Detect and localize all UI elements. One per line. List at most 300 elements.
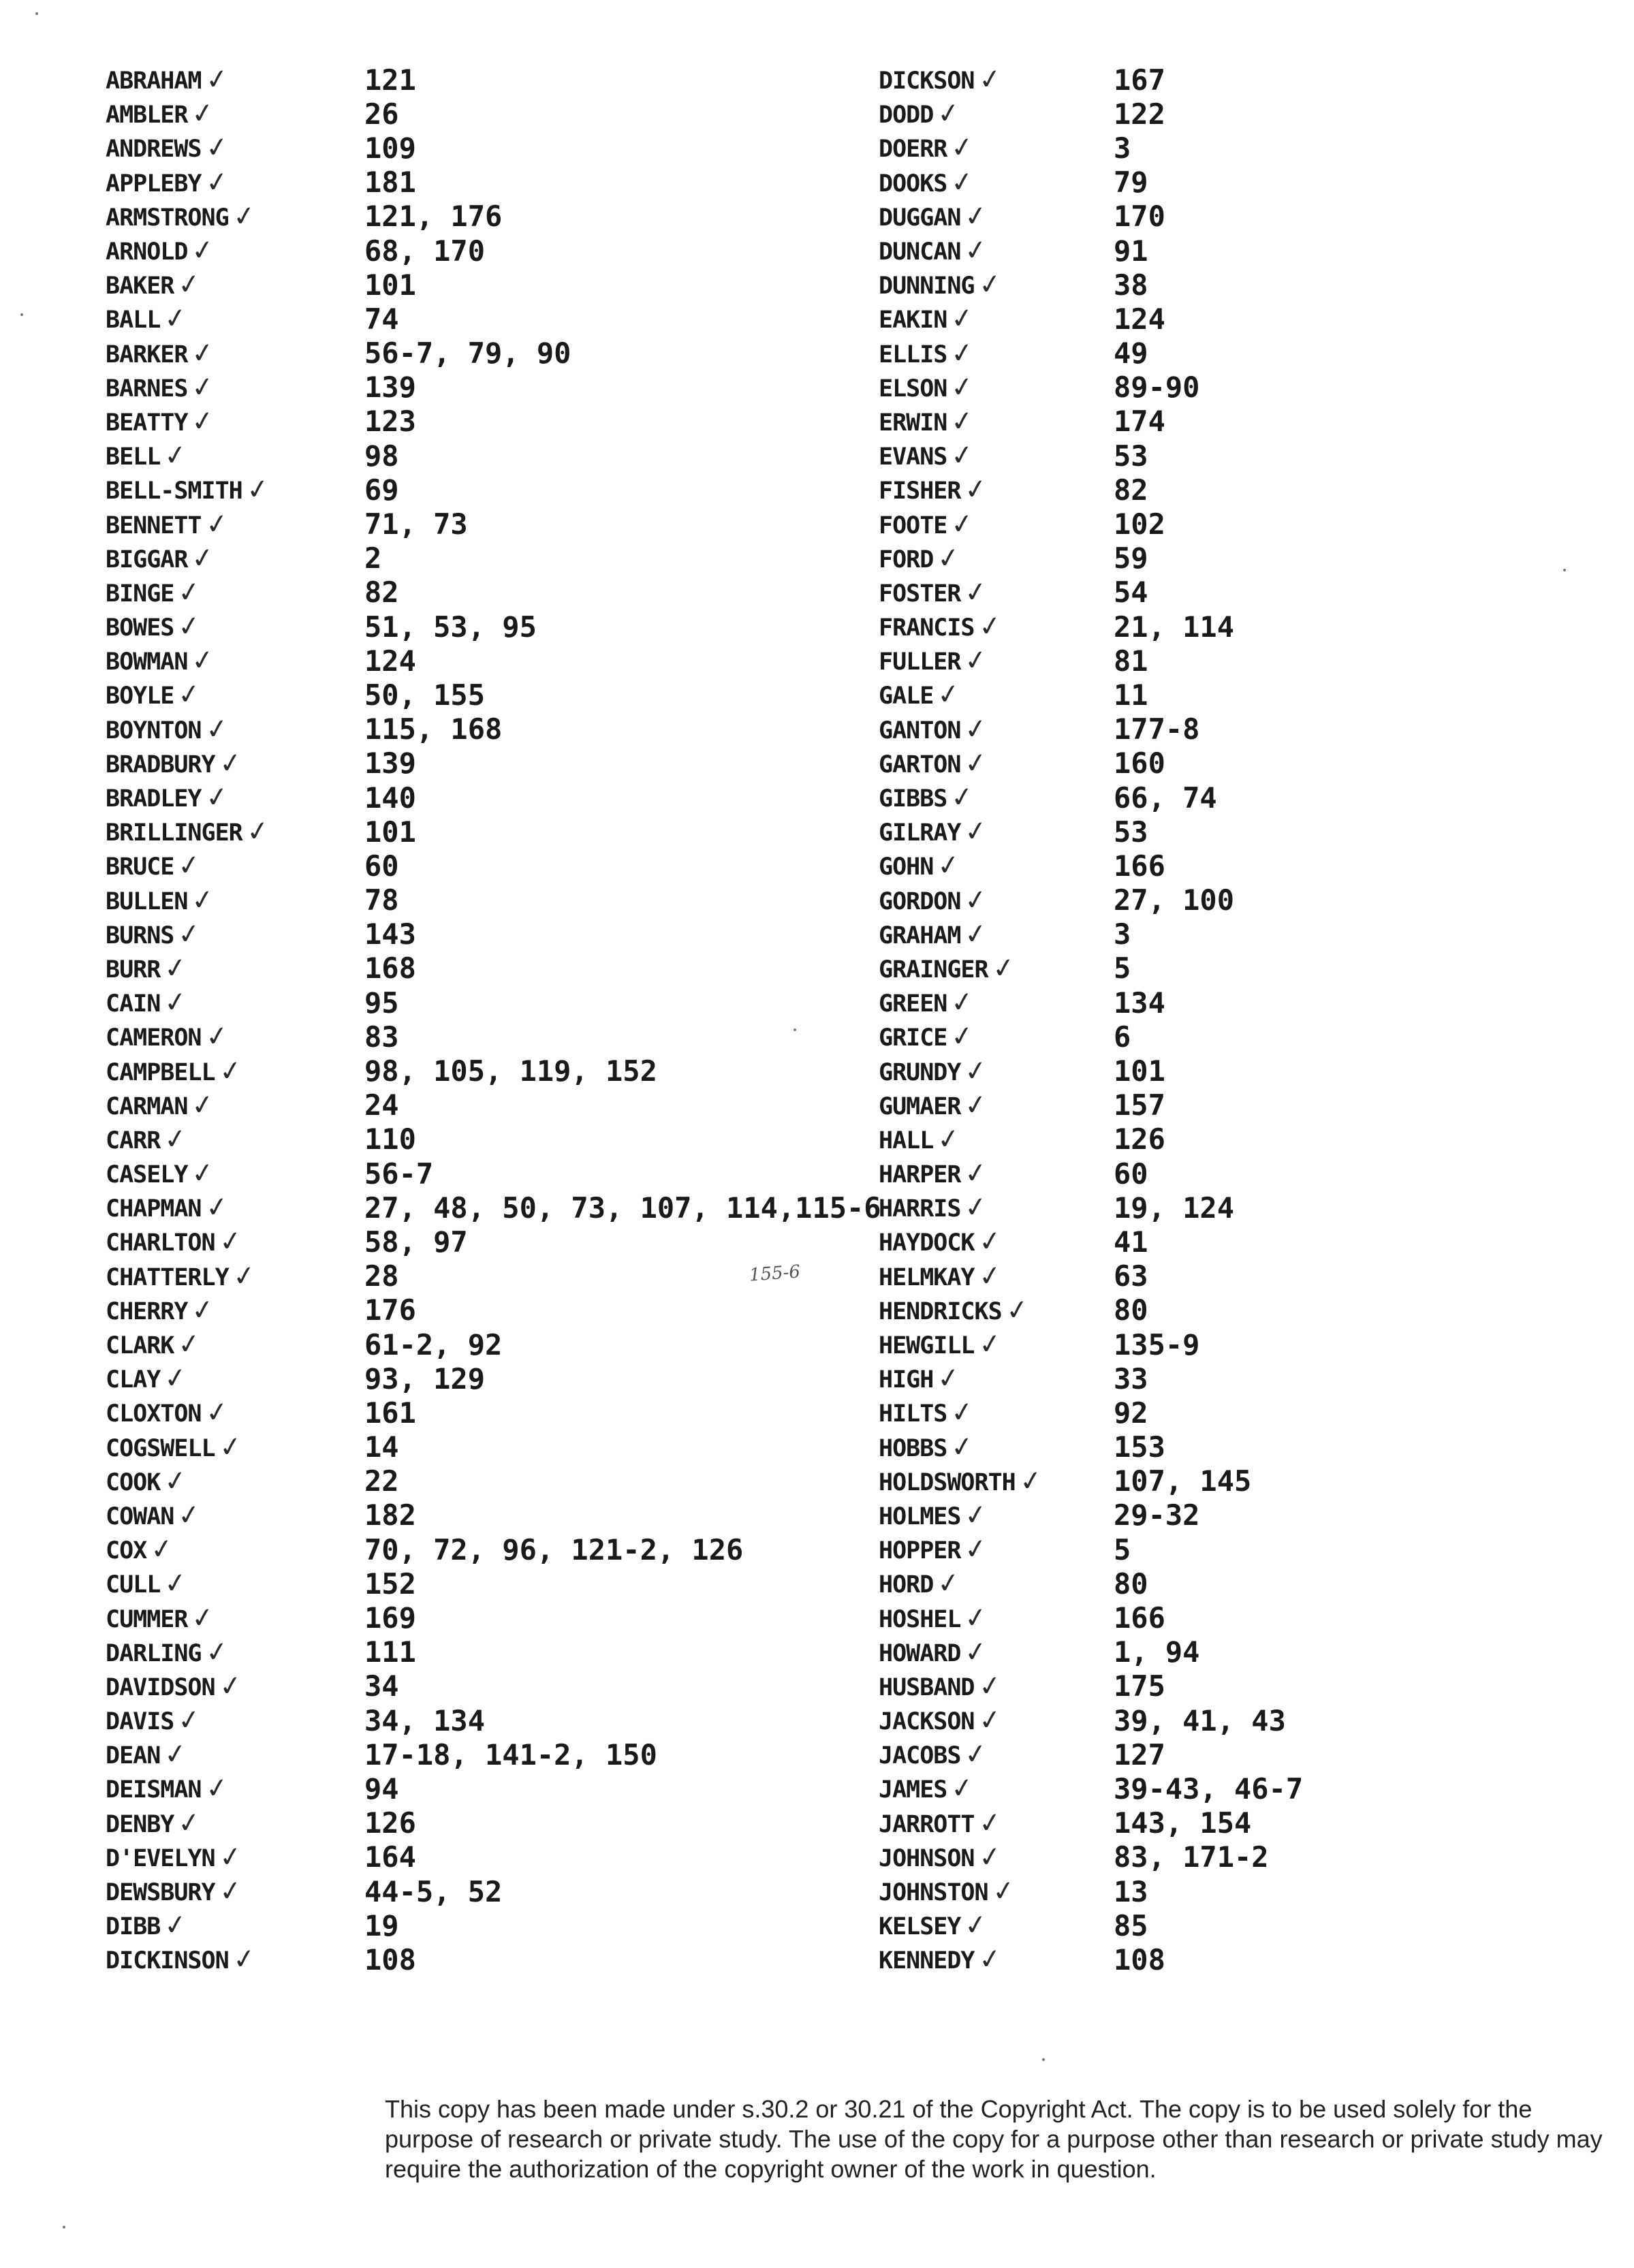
right-entry [879, 1498, 1303, 1532]
entry-pages: 58, 97 [364, 1225, 468, 1259]
left-entry [106, 1498, 881, 1532]
check-mark-icon: ✓ [217, 1874, 244, 1909]
left-entry [106, 1635, 881, 1669]
right-entry [879, 712, 1303, 746]
entry-name: CAMERON [106, 1024, 202, 1052]
check-mark-icon: ✓ [162, 986, 189, 1020]
left-entry [106, 917, 881, 951]
entry-pages: 38 [1114, 268, 1148, 302]
check-mark-icon: ✓ [203, 1771, 230, 1806]
entry-name: GILRAY [879, 819, 961, 847]
entry-name: BRADBURY [106, 751, 215, 778]
entry-pages: 44-5, 52 [364, 1874, 503, 1908]
entry-name-cell [879, 1192, 1114, 1223]
entry-name-cell [106, 679, 364, 710]
entry-name-cell [106, 1158, 364, 1189]
check-mark-icon: ✓ [949, 439, 975, 473]
entry-pages: 126 [1114, 1122, 1165, 1156]
right-entry [879, 1191, 1303, 1225]
entry-name: HOSHEL [879, 1605, 961, 1633]
check-mark-icon: ✓ [962, 473, 989, 507]
entry-name-cell [879, 131, 1114, 166]
check-mark-icon: ✓ [962, 1156, 989, 1191]
entry-name: ERWIN [879, 409, 947, 437]
entry-pages: 68, 170 [364, 234, 486, 268]
check-mark-icon: ✓ [203, 507, 230, 541]
right-entry [879, 405, 1303, 439]
check-mark-icon: ✓ [162, 1361, 189, 1396]
entry-name: COGSWELL [106, 1434, 215, 1462]
entry-name-cell [106, 782, 364, 813]
entry-name-cell [879, 1568, 1114, 1599]
right-entry [879, 610, 1303, 644]
left-entry [106, 1669, 881, 1703]
entry-name-cell [106, 987, 364, 1018]
left-entry [106, 1156, 881, 1191]
entry-pages: 134 [1114, 986, 1165, 1020]
entry-name-cell [106, 543, 364, 574]
entry-name-cell [879, 919, 1114, 950]
right-entry [879, 541, 1303, 576]
right-entry [879, 1771, 1303, 1806]
entry-pages: 53 [1114, 439, 1148, 473]
entry-name-cell [106, 1466, 364, 1497]
left-entry [106, 1430, 881, 1464]
handwritten-note: 155-6 [749, 1261, 801, 1286]
entry-name-cell [106, 1056, 364, 1087]
entry-name-cell [106, 748, 364, 779]
entry-name-cell [879, 1637, 1114, 1668]
entry-name-cell [879, 1739, 1114, 1770]
check-mark-icon: ✓ [203, 712, 230, 746]
check-mark-icon: ✓ [217, 1225, 244, 1259]
check-mark-icon: ✓ [976, 1259, 1003, 1293]
right-entry [879, 951, 1303, 986]
check-mark-icon: ✓ [217, 1430, 244, 1464]
entry-name-cell [879, 98, 1114, 129]
right-entry [879, 439, 1303, 473]
entry-name-cell [106, 577, 364, 608]
entry-name-cell [879, 748, 1114, 779]
left-entry [106, 1191, 881, 1225]
entry-name: BALL [106, 306, 161, 334]
entry-pages: 102 [1114, 507, 1165, 541]
entry-name: BOYNTON [106, 716, 202, 744]
entry-name-cell [106, 1944, 364, 1975]
check-mark-icon: ✓ [217, 1840, 244, 1874]
check-mark-icon: ✓ [189, 1601, 216, 1635]
entry-name-cell [106, 1295, 364, 1326]
left-entry [106, 678, 881, 712]
entry-name-cell [106, 303, 364, 334]
entry-pages: 29-32 [1114, 1498, 1200, 1532]
check-mark-icon: ✓ [990, 951, 1017, 986]
left-entry [106, 883, 881, 917]
entry-name-cell [879, 1397, 1114, 1428]
entry-name-cell [879, 577, 1114, 608]
entry-pages: 169 [364, 1601, 416, 1635]
entry-pages: 74 [364, 302, 399, 336]
entry-pages: 168 [364, 951, 416, 986]
left-entry [106, 1703, 881, 1737]
check-mark-icon: ✓ [949, 1430, 975, 1464]
entry-pages: 51, 53, 95 [364, 610, 537, 644]
entry-name-cell [879, 1124, 1114, 1155]
entry-name-cell [879, 987, 1114, 1018]
entry-name: HOBBS [879, 1434, 947, 1462]
check-mark-icon: ✓ [976, 1327, 1003, 1362]
entry-pages: 34 [364, 1669, 399, 1703]
check-mark-icon: ✓ [203, 1020, 230, 1054]
right-entry [879, 1156, 1303, 1191]
entry-pages: 182 [364, 1498, 416, 1532]
left-entry [106, 951, 881, 986]
check-mark-icon: ✓ [976, 1942, 1003, 1977]
check-mark-icon: ✓ [203, 780, 230, 815]
entry-name: CHATTERLY [106, 1263, 229, 1291]
right-entry [879, 1293, 1303, 1327]
entry-pages: 139 [364, 746, 416, 781]
entry-name-cell [879, 509, 1114, 540]
entry-pages: 53 [1114, 815, 1148, 849]
entry-name: BRUCE [106, 853, 174, 881]
entry-name: HARRIS [879, 1195, 961, 1223]
check-mark-icon: ✓ [189, 233, 216, 268]
left-entry [106, 986, 881, 1020]
entry-pages: 5 [1114, 951, 1131, 986]
entry-name-cell [879, 235, 1114, 266]
right-entry [879, 166, 1303, 200]
entry-name: CHAPMAN [106, 1195, 202, 1223]
entry-name: DICKSON [879, 67, 975, 95]
right-entry [879, 815, 1303, 849]
left-entry [106, 1088, 881, 1122]
check-mark-icon: ✓ [949, 1020, 975, 1054]
check-mark-icon: ✓ [976, 1703, 1003, 1738]
entry-name: CLARK [106, 1332, 174, 1360]
right-entry [879, 371, 1303, 405]
check-mark-icon: ✓ [976, 1840, 1003, 1874]
right-entry [879, 1122, 1303, 1156]
entry-name: GANTON [879, 716, 961, 744]
entry-name-cell [106, 611, 364, 642]
left-entry [106, 746, 881, 781]
check-mark-icon: ✓ [935, 541, 962, 576]
entry-name-cell [879, 1876, 1114, 1907]
entry-pages: 91 [1114, 234, 1148, 268]
entry-name-cell [106, 1603, 364, 1634]
entry-name: BRADLEY [106, 785, 202, 813]
entry-name: JACOBS [879, 1742, 961, 1770]
left-entry [106, 1054, 881, 1088]
check-mark-icon: ✓ [176, 575, 202, 610]
entry-name: ELLIS [879, 341, 947, 368]
entry-pages: 60 [1114, 1156, 1148, 1191]
entry-pages: 22 [364, 1464, 399, 1498]
check-mark-icon: ✓ [203, 1191, 230, 1225]
entry-name: KELSEY [879, 1913, 961, 1941]
right-entry [879, 1942, 1303, 1976]
entry-name: COX [106, 1537, 147, 1565]
entry-pages: 143, 154 [1114, 1806, 1252, 1840]
entry-name: DEISMAN [106, 1776, 202, 1804]
speck [794, 1028, 796, 1031]
entry-pages: 181 [364, 166, 416, 200]
entry-pages: 166 [1114, 1601, 1165, 1635]
entry-pages: 166 [1114, 849, 1165, 883]
entry-name-cell [106, 645, 364, 676]
check-mark-icon: ✓ [162, 1566, 189, 1601]
entry-pages: 83, 171-2 [1114, 1840, 1269, 1874]
speck [20, 313, 23, 316]
check-mark-icon: ✓ [949, 780, 975, 815]
entry-name: CHERRY [106, 1297, 188, 1325]
entry-pages: 27, 48, 50, 73, 107, 114,115-6 [364, 1191, 881, 1225]
entry-pages: 71, 73 [364, 507, 468, 541]
check-mark-icon: ✓ [949, 986, 975, 1020]
entry-pages: 33 [1114, 1361, 1148, 1396]
entry-name: JARROTT [879, 1810, 975, 1838]
check-mark-icon: ✓ [949, 404, 975, 439]
left-entry [106, 97, 881, 131]
copyright-notice: This copy has been made under s.30.2 or 30.21 of the Copyright Act. The copy is to be used solely for the purpose of research or private study. The use of the copy for a purpose other than research or private study may require the authorization of the copyright owner of the work in question. [385, 2095, 1603, 2183]
entry-name-cell [879, 645, 1114, 676]
entry-name-cell [106, 440, 364, 471]
entry-name: DARLING [106, 1639, 202, 1667]
left-entry [106, 1566, 881, 1601]
entry-pages: 139 [364, 371, 416, 405]
entry-pages: 109 [364, 131, 416, 165]
right-entry [879, 1737, 1303, 1771]
entry-pages: 19, 124 [1114, 1191, 1235, 1225]
entry-name-cell [106, 1910, 364, 1941]
entry-name: BARKER [106, 341, 188, 368]
right-entry [879, 1566, 1303, 1601]
entry-name-cell [879, 1671, 1114, 1702]
left-entry [106, 815, 881, 849]
right-entry [879, 1874, 1303, 1908]
left-entry [106, 63, 881, 97]
left-entry [106, 1737, 881, 1771]
check-mark-icon: ✓ [962, 1498, 989, 1533]
entry-pages: 69 [364, 473, 399, 507]
entry-pages: 98 [364, 439, 399, 473]
right-entry [879, 883, 1303, 917]
entry-name-cell [879, 1910, 1114, 1941]
check-mark-icon: ✓ [962, 1054, 989, 1088]
entry-name-cell [106, 714, 364, 745]
check-mark-icon: ✓ [990, 1874, 1017, 1909]
check-mark-icon: ✓ [976, 63, 1003, 97]
entry-pages: 63 [1114, 1259, 1148, 1293]
entry-pages: 27, 100 [1114, 883, 1235, 917]
check-mark-icon: ✓ [162, 1737, 189, 1772]
right-entry [879, 1054, 1303, 1088]
entry-name-cell [106, 1363, 364, 1394]
check-mark-icon: ✓ [176, 678, 202, 712]
entry-name: HOWARD [879, 1639, 961, 1667]
entry-pages: 140 [364, 781, 416, 815]
entry-name: EAKIN [879, 306, 947, 334]
check-mark-icon: ✓ [949, 370, 975, 405]
entry-pages: 3 [1114, 917, 1131, 951]
right-entry [879, 1532, 1303, 1566]
check-mark-icon: ✓ [1017, 1464, 1044, 1498]
left-entry [106, 1840, 881, 1874]
right-entry [879, 1840, 1303, 1874]
entry-pages: 83 [364, 1020, 399, 1054]
entry-pages: 121 [364, 63, 416, 97]
left-entry [106, 1020, 881, 1054]
right-entry [879, 1259, 1303, 1293]
index-column-right [879, 63, 1303, 1977]
entry-name: DAVIDSON [106, 1673, 215, 1701]
right-entry [879, 1396, 1303, 1430]
entry-name: DICKINSON [106, 1947, 229, 1975]
check-mark-icon: ✓ [976, 1225, 1003, 1259]
entry-pages: 98, 105, 119, 152 [364, 1054, 657, 1088]
entry-name: CASELY [106, 1161, 188, 1189]
entry-pages: 41 [1114, 1225, 1148, 1259]
entry-pages: 111 [364, 1635, 416, 1669]
entry-name: BENNETT [106, 511, 202, 539]
left-entry [106, 1942, 881, 1976]
left-entry [106, 712, 881, 746]
entry-name-cell [106, 1090, 364, 1121]
check-mark-icon: ✓ [189, 541, 216, 576]
entry-name-cell [106, 1021, 364, 1052]
entry-pages: 108 [1114, 1942, 1165, 1976]
entry-name-cell [106, 98, 364, 129]
right-entry [879, 644, 1303, 678]
check-mark-icon: ✓ [949, 336, 975, 371]
check-mark-icon: ✓ [976, 610, 1003, 644]
speck [1563, 569, 1566, 571]
entry-pages: 124 [1114, 302, 1165, 336]
check-mark-icon: ✓ [189, 1293, 216, 1327]
entry-pages: 152 [364, 1566, 416, 1601]
check-mark-icon: ✓ [962, 644, 989, 678]
entry-name-cell [879, 440, 1114, 471]
left-entry [106, 541, 881, 576]
entry-pages: 21, 114 [1114, 610, 1235, 644]
entry-name-cell [106, 1534, 364, 1565]
check-mark-icon: ✓ [162, 951, 189, 986]
check-mark-icon: ✓ [189, 644, 216, 678]
entry-name-cell [106, 1808, 364, 1839]
entry-name-cell [106, 1261, 364, 1292]
speck [35, 12, 38, 15]
entry-name-cell [879, 167, 1114, 198]
entry-name: HAYDOCK [879, 1229, 975, 1257]
entry-name-cell [879, 1295, 1114, 1326]
entry-pages: 170 [1114, 200, 1165, 234]
entry-name: JOHNSTON [879, 1879, 988, 1907]
right-entry [879, 1430, 1303, 1464]
check-mark-icon: ✓ [962, 233, 989, 268]
entry-name-cell [106, 131, 364, 166]
entry-name-cell [879, 1363, 1114, 1394]
entry-name: DEWSBURY [106, 1879, 215, 1907]
entry-name: HARPER [879, 1161, 961, 1189]
left-entry [106, 1327, 881, 1361]
entry-name: FRANCIS [879, 614, 975, 642]
right-entry [879, 1635, 1303, 1669]
entry-name-cell [106, 919, 364, 950]
entry-pages: 101 [364, 268, 416, 302]
right-entry [879, 336, 1303, 371]
check-mark-icon: ✓ [217, 1669, 244, 1703]
index-column-left [106, 63, 881, 1977]
entry-pages: 54 [1114, 576, 1148, 610]
entry-name: DOERR [879, 136, 947, 163]
entry-pages: 66, 74 [1114, 781, 1217, 815]
entry-name: HALL [879, 1127, 934, 1154]
entry-pages: 49 [1114, 336, 1148, 371]
entry-name: CLAY [106, 1366, 161, 1394]
entry-name: BOWES [106, 614, 174, 642]
entry-name: DUNNING [879, 272, 975, 300]
check-mark-icon: ✓ [176, 1498, 202, 1533]
entry-name: CARMAN [106, 1092, 188, 1120]
check-mark-icon: ✓ [148, 1532, 175, 1567]
entry-name-cell [879, 1842, 1114, 1873]
entry-name-cell [879, 1226, 1114, 1257]
entry-name-cell [106, 885, 364, 916]
entry-name-cell [106, 1671, 364, 1702]
entry-name-cell [106, 338, 364, 369]
entry-name-cell [106, 1226, 364, 1257]
entry-name-cell [879, 474, 1114, 505]
left-entry [106, 1464, 881, 1498]
left-entry [106, 610, 881, 644]
entry-pages: 19 [364, 1908, 399, 1942]
check-mark-icon: ✓ [962, 746, 989, 781]
check-mark-icon: ✓ [962, 199, 989, 234]
entry-name-cell [879, 850, 1114, 881]
check-mark-icon: ✓ [176, 268, 202, 302]
entry-name: CUMMER [106, 1605, 188, 1633]
entry-name: APPLEBY [106, 170, 202, 198]
entry-pages: 89-90 [1114, 371, 1200, 405]
entry-name-cell [106, 1432, 364, 1463]
entry-pages: 126 [364, 1806, 416, 1840]
entry-name: DEAN [106, 1742, 161, 1770]
entry-name-cell [106, 1329, 364, 1360]
right-entry [879, 1361, 1303, 1396]
entry-name: EVANS [879, 443, 947, 471]
left-entry [106, 1396, 881, 1430]
entry-name-cell [106, 1397, 364, 1428]
entry-pages: 143 [364, 917, 416, 951]
entry-name-cell [879, 953, 1114, 984]
entry-name-cell [106, 1773, 364, 1804]
entry-name-cell [106, 816, 364, 847]
entry-pages: 5 [1114, 1532, 1131, 1566]
entry-name: DAVIS [106, 1708, 174, 1736]
entry-pages: 59 [1114, 541, 1148, 576]
entry-pages: 79 [1114, 166, 1148, 200]
check-mark-icon: ✓ [203, 165, 230, 200]
check-mark-icon: ✓ [189, 1088, 216, 1122]
entry-name: JACKSON [879, 1708, 975, 1736]
left-entry [106, 1361, 881, 1396]
entry-name-cell [106, 509, 364, 540]
entry-pages: 177-8 [1114, 712, 1200, 746]
check-mark-icon: ✓ [949, 1396, 975, 1430]
entry-name-cell [106, 953, 364, 984]
entry-name-cell [879, 372, 1114, 403]
